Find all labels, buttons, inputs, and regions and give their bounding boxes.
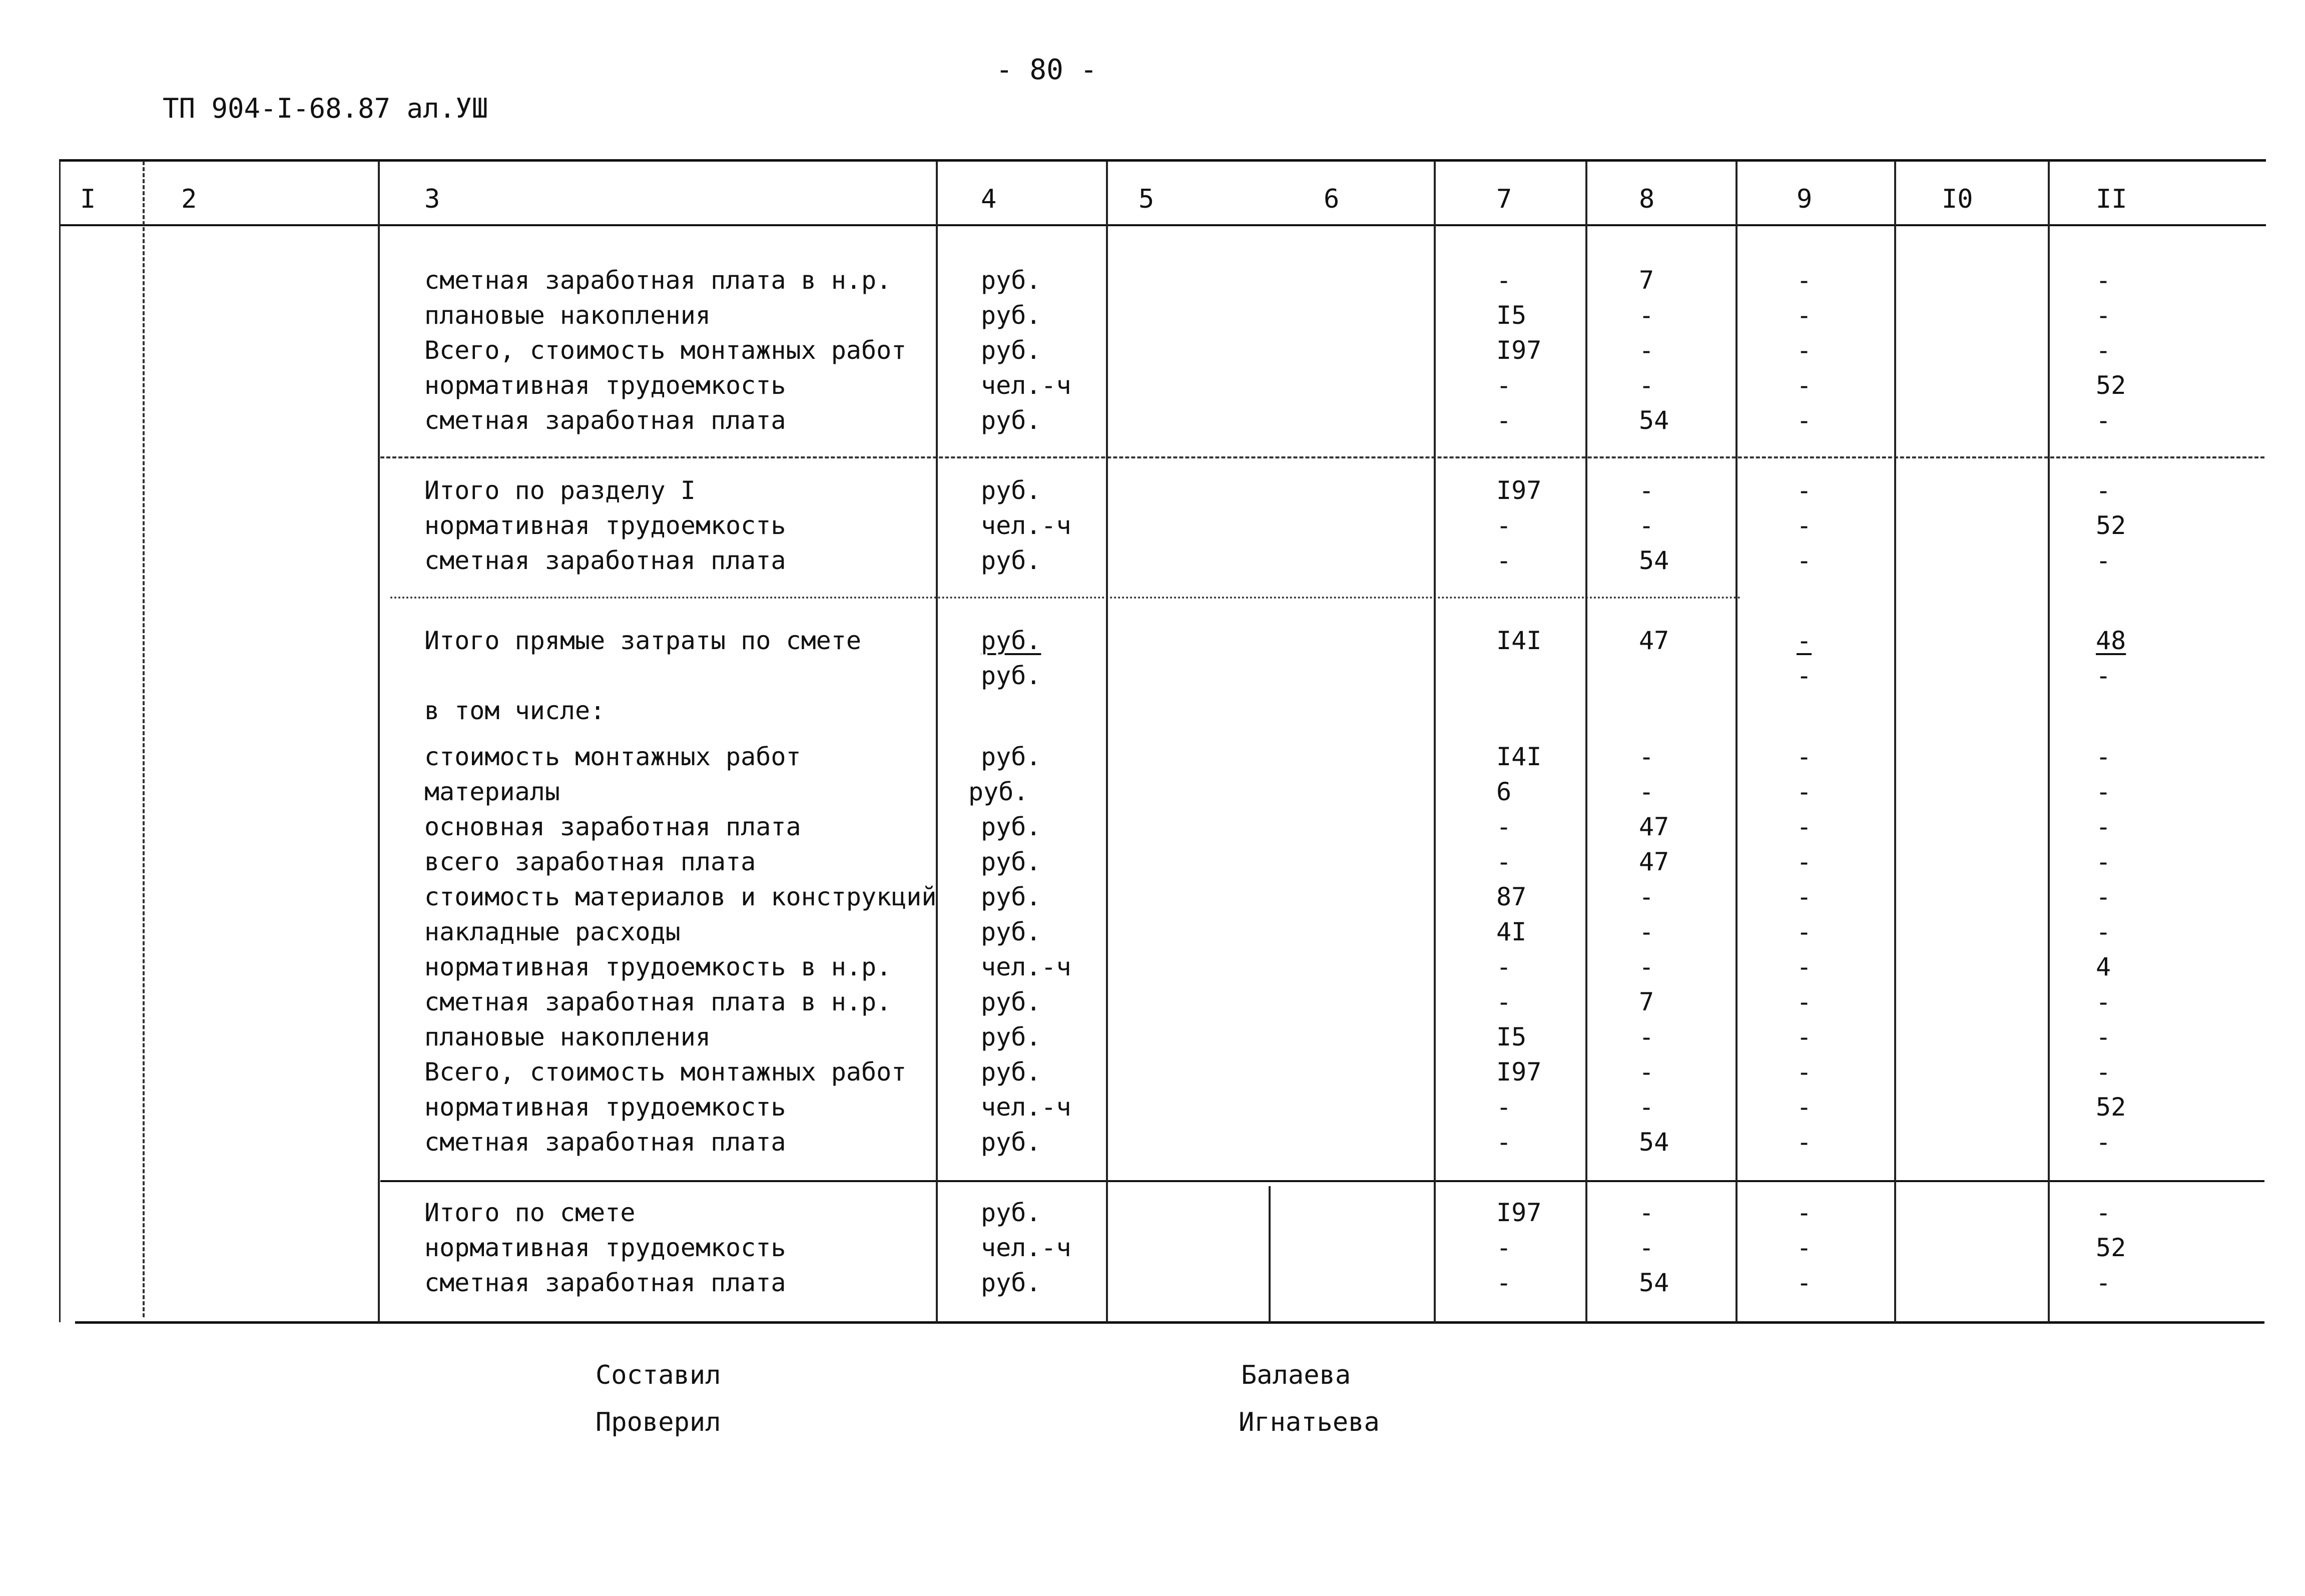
row-name: стоимость монтажных работ: [424, 742, 801, 771]
row-name: материалы: [424, 777, 560, 806]
row-col7: -: [1496, 1093, 1512, 1122]
row-unit: руб.: [981, 812, 1041, 841]
row-col11: -: [2096, 476, 2111, 505]
row-unit: руб.: [981, 987, 1041, 1016]
row-col9: -: [1797, 1268, 1812, 1297]
table-row: [0, 779, 2305, 809]
row-name: плановые накопления: [424, 1022, 711, 1051]
row-col7: 4I: [1496, 917, 1527, 946]
row-col7: I4I: [1496, 742, 1542, 771]
row-col9: -: [1797, 336, 1812, 365]
row-name: Всего, стоимость монтажных работ: [424, 336, 907, 365]
row-unit: руб.: [981, 336, 1041, 365]
row-col9: -: [1797, 812, 1812, 841]
row-col11: -: [2096, 777, 2111, 806]
row-name: Итого прямые затраты по смете: [424, 626, 861, 655]
table-row: [0, 338, 2305, 368]
table-row-total: [0, 1200, 2305, 1230]
row-col7: -: [1496, 1128, 1512, 1157]
row-col7: -: [1496, 546, 1512, 575]
row-col8: -: [1639, 1022, 1654, 1051]
row-name: сметная заработная плата: [424, 406, 786, 435]
table-row: [0, 513, 2305, 543]
row-col8: -: [1639, 777, 1654, 806]
table-row: [0, 268, 2305, 298]
row-unit: руб.: [968, 777, 1029, 806]
row-col9: -: [1797, 661, 1812, 690]
table-row: [0, 919, 2305, 949]
row-col8: -: [1639, 1057, 1654, 1087]
table-row: [0, 303, 2305, 333]
separator-2: [390, 597, 1742, 599]
row-col8: 54: [1639, 1268, 1669, 1297]
row-unit: руб.: [981, 626, 1041, 655]
compiled-by-label: Составил: [596, 1360, 721, 1390]
row-col9: -: [1797, 1233, 1812, 1262]
row-col11: 52: [2096, 1093, 2126, 1122]
row-col11: -: [2096, 661, 2111, 690]
including-label: в том числе:: [424, 696, 606, 725]
row-unit: руб.: [981, 847, 1041, 876]
page-number: - 80 -: [996, 54, 1097, 86]
row-col7: I5: [1496, 301, 1527, 330]
row-col9: -: [1797, 1093, 1812, 1122]
col-header-8: 8: [1639, 184, 1655, 214]
table-top-line: [59, 159, 2266, 162]
row-col8: 47: [1639, 812, 1669, 841]
table-row: [0, 884, 2305, 914]
row-col11: -: [2096, 1268, 2111, 1297]
row-col9: -: [1797, 266, 1812, 295]
row-unit: руб.: [981, 406, 1041, 435]
table-row: [0, 1130, 2305, 1160]
table-row: [0, 849, 2305, 879]
row-col8: -: [1639, 952, 1654, 981]
row-col7: 6: [1496, 777, 1512, 806]
col-header-5: 5: [1138, 184, 1155, 214]
checked-by-name: Игнатьева: [1239, 1407, 1380, 1437]
table-row: [0, 373, 2305, 403]
table-row: [0, 1235, 2305, 1265]
row-col9: -: [1797, 371, 1812, 400]
row-col8: -: [1639, 371, 1654, 400]
row-col7: I97: [1496, 336, 1542, 365]
row-col9: -: [1797, 952, 1812, 981]
row-col7: -: [1496, 952, 1512, 981]
table-row: [0, 744, 2305, 774]
row-col8: 7: [1639, 987, 1654, 1016]
col-header-11: II: [2096, 184, 2127, 214]
row-unit: руб.: [981, 1057, 1041, 1087]
row-col7: I97: [1496, 1198, 1542, 1227]
row-unit: чел.-ч: [981, 371, 1071, 400]
row-col7: -: [1496, 1268, 1512, 1297]
row-name: всего заработная плата: [424, 847, 756, 876]
row-col11: -: [2096, 812, 2111, 841]
row-col8: -: [1639, 882, 1654, 911]
row-col7: -: [1496, 987, 1512, 1016]
row-name: сметная заработная плата: [424, 1128, 786, 1157]
row-col7: I97: [1496, 476, 1542, 505]
row-col11: 52: [2096, 371, 2126, 400]
row-col8: -: [1639, 1198, 1654, 1227]
row-unit: чел.-ч: [981, 952, 1071, 981]
row-col8: 47: [1639, 626, 1669, 655]
row-col8: -: [1639, 476, 1654, 505]
row-col11: -: [2096, 987, 2111, 1016]
row-col9: -: [1797, 987, 1812, 1016]
row-col11: -: [2096, 1128, 2111, 1157]
row-col8: -: [1639, 511, 1654, 540]
col-header-2: 2: [181, 184, 197, 214]
row-name: сметная заработная плата: [424, 546, 786, 575]
row-name: Итого по разделу I: [424, 476, 696, 505]
row-col11: -: [2096, 1057, 2111, 1087]
table-bottom-line: [75, 1321, 2264, 1324]
row-col8: -: [1639, 1233, 1654, 1262]
row-col11: -: [2096, 266, 2111, 295]
col-header-9: 9: [1797, 184, 1813, 214]
row-col9: -: [1797, 1057, 1812, 1087]
row-col9: -: [1797, 1198, 1812, 1227]
row-col7: -: [1496, 266, 1512, 295]
row-col8: 54: [1639, 546, 1669, 575]
row-col11: -: [2096, 882, 2111, 911]
row-name: нормативная трудоемкость: [424, 511, 786, 540]
document-code: ТП 904-I-68.87 ал.УШ: [163, 93, 488, 124]
table-row-direct-costs: [0, 628, 2305, 658]
row-col7: -: [1496, 511, 1512, 540]
row-unit: руб.: [981, 917, 1041, 946]
row-name: основная заработная плата: [424, 812, 801, 841]
row-name: стоимость материалов и конструкций: [424, 882, 937, 911]
row-col11: -: [2096, 917, 2111, 946]
row-name: накладные расходы: [424, 917, 681, 946]
row-col11: -: [2096, 301, 2111, 330]
row-col7: I4I: [1496, 626, 1542, 655]
row-col11: 52: [2096, 511, 2126, 540]
row-col11: -: [2096, 1022, 2111, 1051]
row-unit: руб.: [981, 882, 1041, 911]
row-name: сметная заработная плата в н.р.: [424, 266, 892, 295]
compiled-by-name: Балаева: [1241, 1360, 1351, 1390]
row-col9: -: [1797, 847, 1812, 876]
row-col11: -: [2096, 847, 2111, 876]
table-row: [0, 989, 2305, 1019]
table-row: [0, 1024, 2305, 1054]
row-unit: руб.: [981, 476, 1041, 505]
row-name: нормативная трудоемкость: [424, 1233, 786, 1262]
row-unit: чел.-ч: [981, 1093, 1071, 1122]
row-col9: -: [1797, 476, 1812, 505]
row-col9: -: [1797, 1022, 1812, 1051]
row-unit: руб.: [981, 661, 1041, 690]
row-unit: руб.: [981, 1128, 1041, 1157]
row-col9: -: [1797, 882, 1812, 911]
table-row: [0, 1270, 2305, 1300]
row-col11: -: [2096, 546, 2111, 575]
row-unit: руб.: [981, 1198, 1041, 1227]
row-col11: -: [2096, 742, 2111, 771]
header-bottom-line: [59, 224, 2266, 226]
row-col8: -: [1639, 336, 1654, 365]
row-name: плановые накопления: [424, 301, 711, 330]
row-col9: -: [1797, 406, 1812, 435]
table-row: [0, 408, 2305, 438]
row-col7: -: [1496, 847, 1512, 876]
col-header-6: 6: [1324, 184, 1340, 214]
row-name: сметная заработная плата в н.р.: [424, 987, 892, 1016]
row-col8: 54: [1639, 406, 1669, 435]
row-unit: руб.: [981, 1022, 1041, 1051]
row-col8: -: [1639, 917, 1654, 946]
row-col11: -: [2096, 406, 2111, 435]
row-unit: чел.-ч: [981, 511, 1071, 540]
total-block-line: [380, 1180, 2264, 1182]
table-row: [0, 814, 2305, 844]
row-col9: -: [1797, 626, 1812, 655]
separator-1: [380, 456, 2264, 458]
table-row: [0, 1059, 2305, 1090]
row-name: нормативная трудоемкость: [424, 371, 786, 400]
row-name: нормативная трудоемкость: [424, 1093, 786, 1122]
row-col9: -: [1797, 777, 1812, 806]
row-col9: -: [1797, 1128, 1812, 1157]
row-col9: -: [1797, 742, 1812, 771]
row-unit: руб.: [981, 266, 1041, 295]
row-col8: 7: [1639, 266, 1654, 295]
table-row: [0, 478, 2305, 508]
row-col11: 48: [2096, 626, 2126, 655]
row-col11: -: [2096, 1198, 2111, 1227]
row-name: нормативная трудоемкость в н.р.: [424, 952, 892, 981]
row-unit: руб.: [981, 1268, 1041, 1297]
row-name: Итого по смете: [424, 1198, 636, 1227]
row-col7: -: [1496, 406, 1512, 435]
row-col8: -: [1639, 1093, 1654, 1122]
row-col11: 4: [2096, 952, 2111, 981]
row-col11: -: [2096, 336, 2111, 365]
row-col9: -: [1797, 546, 1812, 575]
row-col11: 52: [2096, 1233, 2126, 1262]
col-header-4: 4: [981, 184, 997, 214]
table-row: [0, 663, 2305, 693]
row-name: сметная заработная плата: [424, 1268, 786, 1297]
including-label-row: [0, 698, 2305, 728]
row-col9: -: [1797, 301, 1812, 330]
row-name: Всего, стоимость монтажных работ: [424, 1057, 907, 1087]
row-col8: 47: [1639, 847, 1669, 876]
row-unit: руб.: [981, 546, 1041, 575]
row-unit: руб.: [981, 301, 1041, 330]
row-col7: -: [1496, 1233, 1512, 1262]
row-unit: руб.: [981, 742, 1041, 771]
checked-by-label: Проверил: [596, 1407, 721, 1437]
row-col8: -: [1639, 301, 1654, 330]
col-header-1: I: [80, 184, 96, 214]
row-unit: чел.-ч: [981, 1233, 1071, 1262]
col-header-3: 3: [424, 184, 440, 214]
row-col7: -: [1496, 812, 1512, 841]
row-col7: 87: [1496, 882, 1527, 911]
col-header-7: 7: [1496, 184, 1512, 214]
row-col9: -: [1797, 511, 1812, 540]
row-col8: 54: [1639, 1128, 1669, 1157]
row-col7: -: [1496, 371, 1512, 400]
table-row: [0, 548, 2305, 578]
row-col7: I97: [1496, 1057, 1542, 1087]
col-header-10: I0: [1942, 184, 1973, 214]
row-col8: -: [1639, 742, 1654, 771]
table-row: [0, 954, 2305, 984]
row-col7: I5: [1496, 1022, 1527, 1051]
table-row: [0, 1095, 2305, 1125]
row-col9: -: [1797, 917, 1812, 946]
